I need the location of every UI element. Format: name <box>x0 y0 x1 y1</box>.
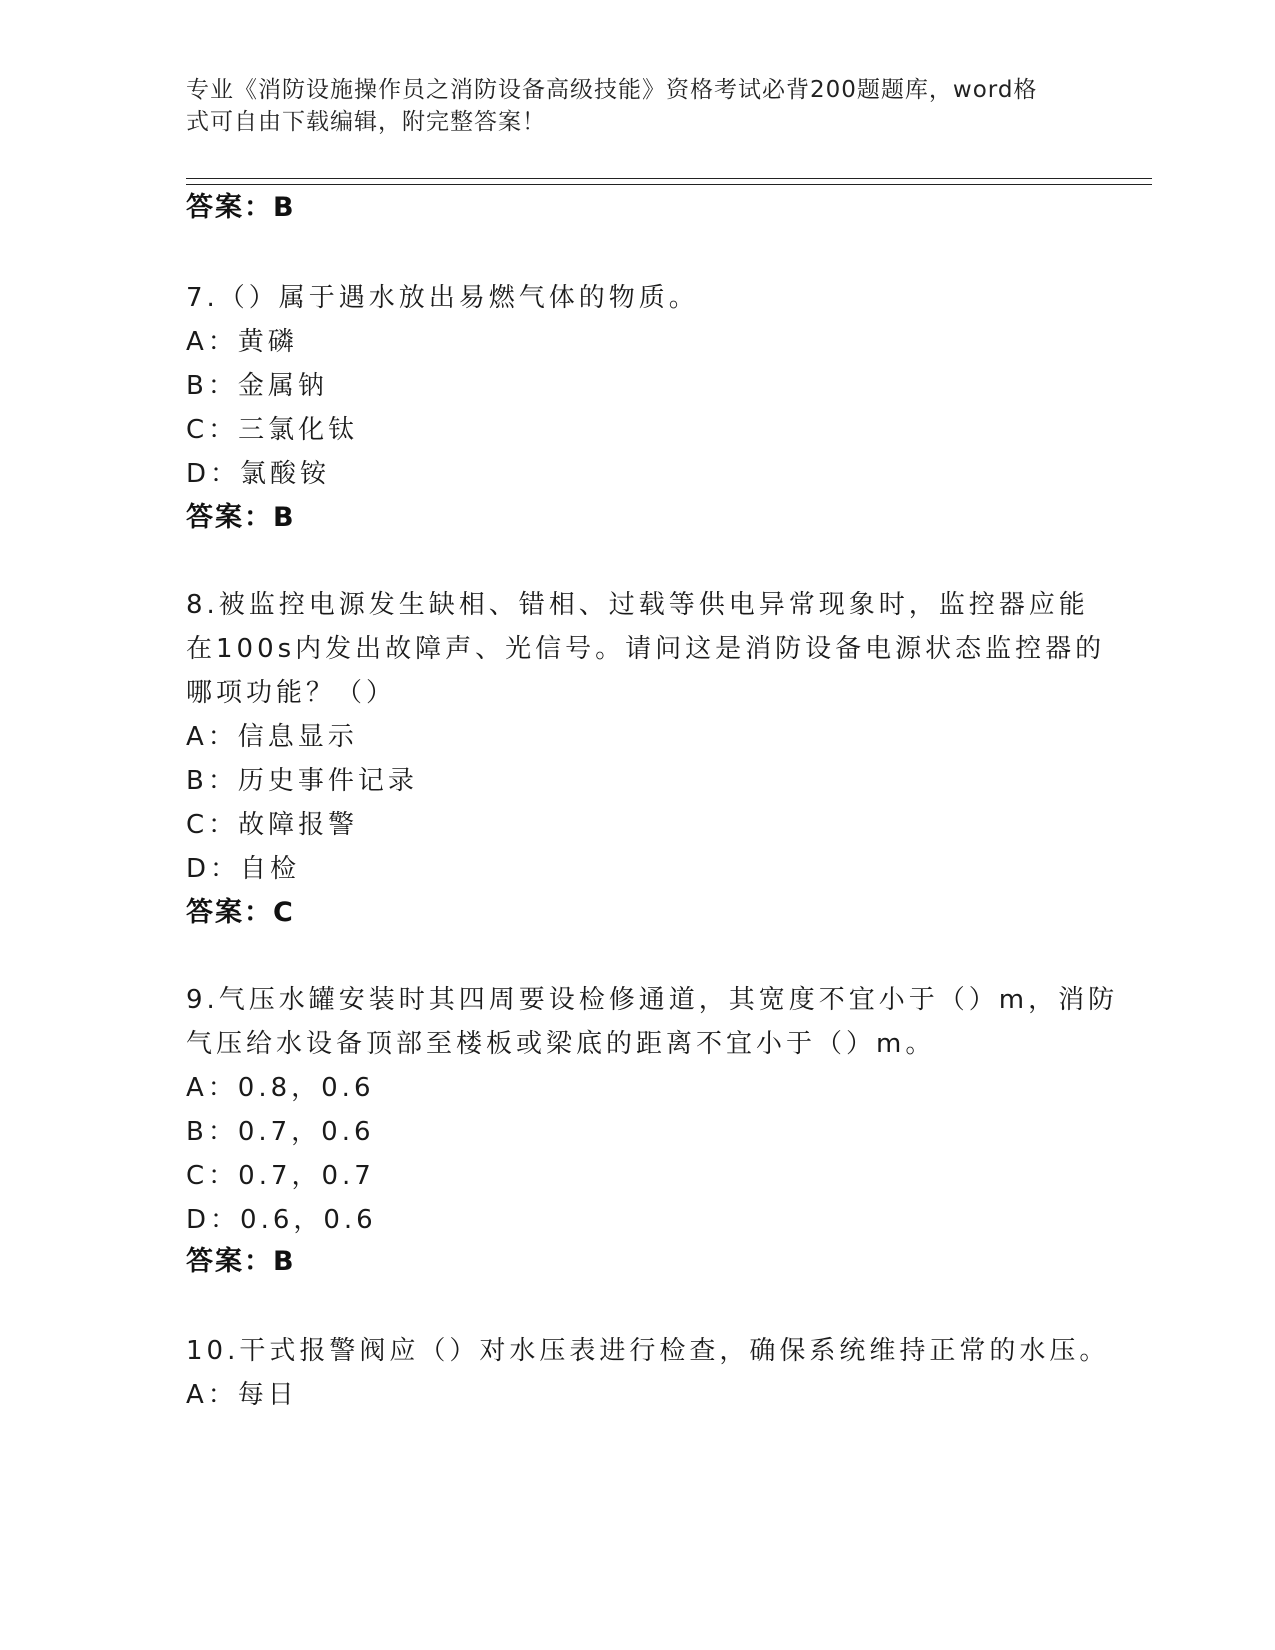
question-8-option-c: C：故障报警 <box>186 810 359 840</box>
page-header <box>186 74 1066 138</box>
question-7-option-b: B：金属钠 <box>186 371 328 401</box>
question-8-option-b: B：历史事件记录 <box>186 766 418 796</box>
question-8-text-line-1: 8.被监控电源发生缺相、错相、过载等供电异常现象时，监控器应能 <box>186 590 1089 620</box>
question-9-option-d: D：0.6，0.6 <box>186 1205 377 1235</box>
question-10-text: 10.干式报警阀应（）对水压表进行检查，确保系统维持正常的水压。 <box>186 1336 1110 1366</box>
question-7-answer: 答案：B <box>186 502 296 533</box>
header-divider-thin <box>186 184 1152 185</box>
question-9-option-c: C：0.7，0.7 <box>186 1161 375 1191</box>
header-line-2: 式可自由下载编辑，附完整答案！ <box>186 109 546 135</box>
question-10-option-a: A：每日 <box>186 1380 298 1410</box>
question-9-option-b: B：0.7，0.6 <box>186 1117 375 1147</box>
question-8-option-a: A：信息显示 <box>186 722 358 752</box>
question-8-answer: 答案：C <box>186 897 295 928</box>
question-7-option-c: C：三氯化钛 <box>186 415 359 445</box>
question-8-text-line-2: 在100s内发出故障声、光信号。请问这是消防设备电源状态监控器的 <box>186 634 1106 664</box>
question-7-text: 7.（）属于遇水放出易燃气体的物质。 <box>186 283 699 313</box>
question-9-option-a: A：0.8，0.6 <box>186 1073 375 1103</box>
question-8-text-line-3: 哪项功能？（） <box>186 678 397 708</box>
question-9-text-line-2: 气压给水设备顶部至楼板或梁底的距离不宜小于（）m。 <box>186 1029 936 1059</box>
question-7-option-d: D：氯酸铵 <box>186 459 331 489</box>
question-8-option-d: D：自检 <box>186 854 301 884</box>
header-divider <box>186 178 1152 179</box>
question-9-answer: 答案：B <box>186 1246 296 1277</box>
previous-answer: 答案：B <box>186 192 296 223</box>
question-9-text-line-1: 9.气压水罐安装时其四周要设检修通道，其宽度不宜小于（）m，消防 <box>186 985 1119 1015</box>
question-7-option-a: A：黄磷 <box>186 327 298 357</box>
header-line-1: 专业《消防设施操作员之消防设备高级技能》资格考试必背200题题库，word格 <box>186 77 1038 103</box>
